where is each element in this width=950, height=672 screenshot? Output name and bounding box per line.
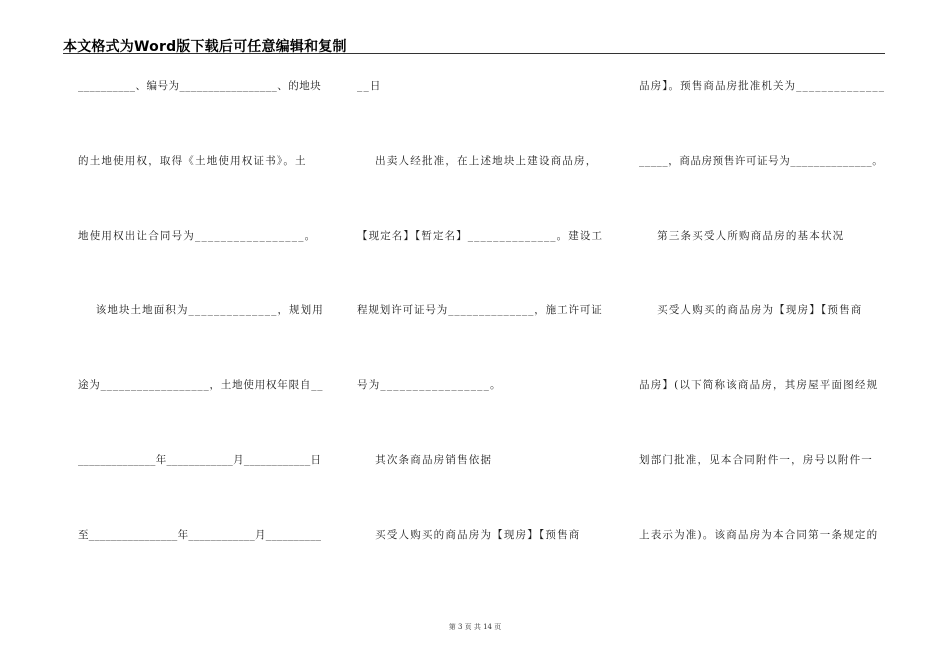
page-number-footer: 第 3 页 共 14 页 — [448, 623, 502, 631]
text-line: 其次条商品房销售依据 — [357, 454, 493, 466]
text-line: __日 — [357, 80, 382, 92]
text-line: 该地块土地面积为______________，规划用 — [78, 304, 324, 316]
text-line: 出卖人经批准，在上述地块上建设商品房， — [357, 155, 598, 167]
text-line: 至________________年____________月__________ — [78, 529, 322, 541]
text-line: __________、编号为_________________、的地块 — [78, 80, 322, 92]
text-line: 程规划许可证号为______________，施工许可证 — [357, 304, 603, 316]
text-line: 划部门批准，见本合同附件一，房号以附件一 — [639, 454, 873, 466]
text-line: 号为_________________。 — [357, 379, 502, 391]
text-line: 买受人购买的商品房为【现房】【预售商 — [357, 529, 581, 541]
text-line: _____，商品房预售许可证号为______________。 — [639, 155, 884, 167]
text-line: 【现定名】【暂定名】______________。建设工 — [357, 230, 604, 242]
text-line: 第三条买受人所购商品房的基本状况 — [639, 230, 845, 242]
text-line: 途为__________________，土地使用权年限自__ — [78, 379, 324, 391]
text-line: 品房】(以下简称该商品房，其房屋平面图经规 — [639, 379, 879, 391]
text-line: ______________年____________月____________日 — [78, 454, 322, 466]
header-rule — [63, 53, 885, 54]
text-line: 上表示为准)。该商品房为本合同第一条规定的 — [639, 529, 879, 541]
text-line: 品房】。预售商品房批准机关为______________ — [639, 80, 886, 92]
text-line: 的土地使用权，取得《土地使用权证书》。土 — [78, 155, 307, 167]
text-line: 买受人购买的商品房为【现房】【预售商 — [639, 304, 863, 316]
document-header: 本文格式为Word版下载后可任意编辑和复制 — [63, 39, 347, 55]
text-line: 地使用权出让合同号为_________________。 — [78, 230, 317, 242]
